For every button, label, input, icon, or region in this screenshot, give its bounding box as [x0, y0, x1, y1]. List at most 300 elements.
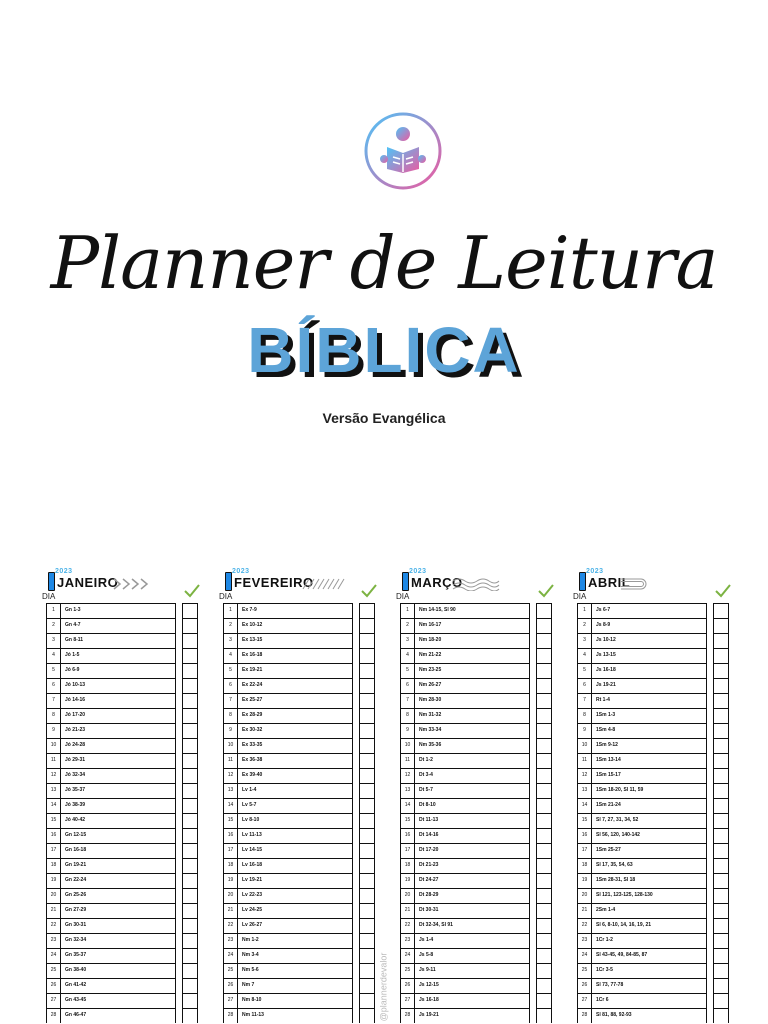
day-number: 1	[46, 603, 61, 618]
day-number: 11	[223, 753, 238, 768]
done-checkbox[interactable]	[359, 858, 375, 873]
day-number: 17	[400, 843, 415, 858]
reading-reference: Lv 22-23	[238, 888, 353, 903]
reading-reference: Gn 4-7	[61, 618, 176, 633]
reading-reference: Nm 28-30	[415, 693, 530, 708]
reading-reference: Js 9-11	[415, 963, 530, 978]
reading-reference: 1Sm 13-14	[592, 753, 707, 768]
day-number: 2	[577, 618, 592, 633]
reading-reference: Sl 7, 27, 31, 34, 52	[592, 813, 707, 828]
done-checkbox[interactable]	[359, 723, 375, 738]
month-name: JANEIRO	[57, 575, 119, 590]
done-checkbox[interactable]	[182, 948, 198, 963]
reading-reference: Jó 10-13	[61, 678, 176, 693]
day-number: 12	[223, 768, 238, 783]
reading-reference: Lv 24-25	[238, 903, 353, 918]
reading-reference: Gn 30-31	[61, 918, 176, 933]
reading-reference: Nm 11-13	[238, 1008, 353, 1023]
reading-reference: Dt 32-34, Sl 91	[415, 918, 530, 933]
done-checkbox[interactable]	[182, 768, 198, 783]
done-checkbox[interactable]	[182, 843, 198, 858]
reading-reference: Js 16-18	[592, 663, 707, 678]
done-checkbox[interactable]	[359, 738, 375, 753]
done-checkbox[interactable]	[182, 708, 198, 723]
done-checkbox[interactable]	[359, 693, 375, 708]
done-checkbox[interactable]	[359, 843, 375, 858]
done-checkbox[interactable]	[713, 888, 729, 903]
reading-reference: Dt 11-13	[415, 813, 530, 828]
done-checkbox[interactable]	[182, 723, 198, 738]
reading-reference: Ex 39-40	[238, 768, 353, 783]
done-checkbox[interactable]	[536, 843, 552, 858]
day-number: 9	[577, 723, 592, 738]
month-bar	[402, 572, 409, 591]
day-number: 21	[400, 903, 415, 918]
day-number: 12	[577, 768, 592, 783]
reading-reference: Gn 25-26	[61, 888, 176, 903]
done-checkbox[interactable]	[536, 1008, 552, 1023]
done-checkbox[interactable]	[182, 618, 198, 633]
month-year: 2023	[55, 568, 73, 575]
day-number: 5	[223, 663, 238, 678]
month-name: FEVEREIRO	[234, 575, 314, 590]
reading-reference: Js 8-9	[592, 618, 707, 633]
reading-reference: Dt 5-7	[415, 783, 530, 798]
day-number: 10	[577, 738, 592, 753]
done-checkbox[interactable]	[536, 828, 552, 843]
done-checkbox[interactable]	[182, 873, 198, 888]
reading-reference: Js 16-18	[415, 993, 530, 1008]
done-checkbox[interactable]	[359, 963, 375, 978]
reading-reference: Nm 35-36	[415, 738, 530, 753]
done-checkbox[interactable]	[359, 633, 375, 648]
checkmark-icon	[538, 584, 554, 598]
done-checkbox[interactable]	[536, 753, 552, 768]
reading-reference: Sl 73, 77-78	[592, 978, 707, 993]
done-checkbox[interactable]	[713, 708, 729, 723]
day-number: 26	[400, 978, 415, 993]
day-number: 13	[223, 783, 238, 798]
day-number: 17	[577, 843, 592, 858]
done-checkbox[interactable]	[713, 738, 729, 753]
day-number: 11	[400, 753, 415, 768]
reading-reference: Lv 26-27	[238, 918, 353, 933]
done-checkbox[interactable]	[182, 693, 198, 708]
reading-reference: Jó 14-16	[61, 693, 176, 708]
done-checkbox[interactable]	[713, 933, 729, 948]
reading-reference: Jó 21-23	[61, 723, 176, 738]
day-number: 19	[223, 873, 238, 888]
day-number: 24	[223, 948, 238, 963]
day-number: 3	[46, 633, 61, 648]
done-checkbox[interactable]	[359, 678, 375, 693]
day-number: 26	[46, 978, 61, 993]
day-number: 23	[46, 933, 61, 948]
done-checkbox[interactable]	[359, 618, 375, 633]
done-checkbox[interactable]	[359, 1008, 375, 1023]
reading-reference: Js 13-15	[592, 648, 707, 663]
reading-reference: 1Sm 18-20, Sl 11, 59	[592, 783, 707, 798]
day-number: 11	[577, 753, 592, 768]
reading-reference: Gn 1-3	[61, 603, 176, 618]
done-checkbox[interactable]	[536, 948, 552, 963]
day-number: 25	[577, 963, 592, 978]
reading-reference: 2Sm 1-4	[592, 903, 707, 918]
reading-reference: Ex 22-24	[238, 678, 353, 693]
reading-reference: Dt 28-29	[415, 888, 530, 903]
done-checkbox[interactable]	[536, 633, 552, 648]
day-number: 14	[46, 798, 61, 813]
done-checkbox[interactable]	[359, 813, 375, 828]
month-bar	[48, 572, 55, 591]
day-number: 5	[400, 663, 415, 678]
done-checkbox[interactable]	[359, 753, 375, 768]
reading-reference: Gn 41-42	[61, 978, 176, 993]
subtitle: Versão Evangélica	[322, 410, 446, 426]
done-checkbox[interactable]	[536, 708, 552, 723]
reading-reference: Gn 22-24	[61, 873, 176, 888]
reading-reference: Sl 17, 35, 54, 63	[592, 858, 707, 873]
day-number: 26	[223, 978, 238, 993]
done-checkbox[interactable]	[182, 633, 198, 648]
chevrons-decoration-icon	[112, 577, 152, 591]
done-checkbox[interactable]	[536, 603, 552, 618]
done-checkbox[interactable]	[536, 783, 552, 798]
reading-reference: Lv 19-21	[238, 873, 353, 888]
reading-reference: Ex 16-18	[238, 648, 353, 663]
done-checkbox[interactable]	[182, 963, 198, 978]
month-march	[396, 568, 562, 1018]
reading-reference: Nm 5-6	[238, 963, 353, 978]
reading-reference: Js 1-4	[415, 933, 530, 948]
month-year: 2023	[586, 568, 604, 575]
done-checkbox[interactable]	[359, 903, 375, 918]
day-number: 10	[223, 738, 238, 753]
reading-reference: 1Sm 1-3	[592, 708, 707, 723]
day-number: 6	[46, 678, 61, 693]
day-number: 24	[577, 948, 592, 963]
month-year: 2023	[232, 568, 250, 575]
day-number: 7	[400, 693, 415, 708]
done-checkbox[interactable]	[536, 663, 552, 678]
reading-reference: Dt 24-27	[415, 873, 530, 888]
month-name: MARÇO	[411, 575, 463, 590]
done-checkbox[interactable]	[713, 873, 729, 888]
done-checkbox[interactable]	[536, 858, 552, 873]
reading-reference: Rt 1-4	[592, 693, 707, 708]
done-checkbox[interactable]	[182, 918, 198, 933]
day-number: 21	[223, 903, 238, 918]
done-checkbox[interactable]	[359, 918, 375, 933]
day-number: 5	[46, 663, 61, 678]
reading-reference: Dt 8-10	[415, 798, 530, 813]
day-number: 5	[577, 663, 592, 678]
day-label: DIA	[42, 592, 56, 601]
reading-reference: Nm 18-20	[415, 633, 530, 648]
done-checkbox[interactable]	[359, 993, 375, 1008]
day-number: 9	[46, 723, 61, 738]
done-checkbox[interactable]	[536, 768, 552, 783]
done-checkbox[interactable]	[713, 843, 729, 858]
reading-reference: Js 6-7	[592, 603, 707, 618]
day-number: 4	[400, 648, 415, 663]
done-checkbox[interactable]	[359, 828, 375, 843]
day-number: 20	[400, 888, 415, 903]
done-checkbox[interactable]	[182, 978, 198, 993]
day-number: 4	[223, 648, 238, 663]
reading-reference: 1Cr 3-5	[592, 963, 707, 978]
done-checkbox[interactable]	[713, 603, 729, 618]
done-checkbox[interactable]	[713, 693, 729, 708]
reading-reference: Jó 1-5	[61, 648, 176, 663]
reading-reference: Ex 36-38	[238, 753, 353, 768]
done-checkbox[interactable]	[182, 678, 198, 693]
day-number: 8	[577, 708, 592, 723]
reading-reference: Jó 35-37	[61, 783, 176, 798]
reading-reference: Dt 1-2	[415, 753, 530, 768]
day-number: 19	[46, 873, 61, 888]
month-year: 2023	[409, 568, 427, 575]
day-number: 1	[577, 603, 592, 618]
done-checkbox[interactable]	[359, 768, 375, 783]
done-checkbox[interactable]	[182, 828, 198, 843]
done-checkbox[interactable]	[359, 798, 375, 813]
done-checkbox[interactable]	[713, 813, 729, 828]
done-checkbox[interactable]	[713, 948, 729, 963]
done-checkbox[interactable]	[182, 993, 198, 1008]
done-checkbox[interactable]	[182, 813, 198, 828]
reading-reference: Nm 21-22	[415, 648, 530, 663]
reading-reference: Sl 121, 123-125, 128-130	[592, 888, 707, 903]
done-checkbox[interactable]	[536, 978, 552, 993]
day-number: 17	[223, 843, 238, 858]
day-number: 2	[46, 618, 61, 633]
done-checkbox[interactable]	[713, 633, 729, 648]
done-checkbox[interactable]	[182, 903, 198, 918]
done-checkbox[interactable]	[713, 618, 729, 633]
day-number: 22	[223, 918, 238, 933]
done-checkbox[interactable]	[536, 903, 552, 918]
done-checkbox[interactable]	[536, 888, 552, 903]
reading-reference: Ex 19-21	[238, 663, 353, 678]
done-checkbox[interactable]	[359, 948, 375, 963]
reading-reference: Jó 40-42	[61, 813, 176, 828]
done-checkbox[interactable]	[713, 903, 729, 918]
day-number: 14	[223, 798, 238, 813]
done-checkbox[interactable]	[713, 648, 729, 663]
day-number: 23	[577, 933, 592, 948]
day-number: 13	[577, 783, 592, 798]
day-number: 3	[223, 633, 238, 648]
done-checkbox[interactable]	[713, 678, 729, 693]
done-checkbox[interactable]	[713, 663, 729, 678]
reading-reference: Gn 38-40	[61, 963, 176, 978]
day-label: DIA	[573, 592, 587, 601]
done-checkbox[interactable]	[536, 723, 552, 738]
reading-reference: Nm 14-15, Sl 90	[415, 603, 530, 618]
day-number: 24	[46, 948, 61, 963]
reading-reference: Dt 3-4	[415, 768, 530, 783]
day-number: 18	[223, 858, 238, 873]
done-checkbox[interactable]	[536, 618, 552, 633]
done-checkbox[interactable]	[536, 738, 552, 753]
month-bar	[579, 572, 586, 591]
reading-reference: Jó 6-9	[61, 663, 176, 678]
reading-reference: Js 19-21	[592, 678, 707, 693]
done-checkbox[interactable]	[182, 888, 198, 903]
day-number: 15	[46, 813, 61, 828]
reading-reference: Jó 38-39	[61, 798, 176, 813]
done-checkbox[interactable]	[536, 648, 552, 663]
reading-reference: Ex 25-27	[238, 693, 353, 708]
month-april	[573, 568, 739, 1018]
day-number: 16	[577, 828, 592, 843]
reading-reference: Nm 3-4	[238, 948, 353, 963]
reading-reference: Nm 31-32	[415, 708, 530, 723]
reading-reference: Lv 14-15	[238, 843, 353, 858]
reading-reference: 1Sm 9-12	[592, 738, 707, 753]
reading-reference: Lv 5-7	[238, 798, 353, 813]
done-checkbox[interactable]	[359, 888, 375, 903]
day-number: 27	[46, 993, 61, 1008]
done-checkbox[interactable]	[182, 1008, 198, 1023]
reading-reference: Ex 28-29	[238, 708, 353, 723]
done-checkbox[interactable]	[182, 933, 198, 948]
day-number: 15	[400, 813, 415, 828]
done-checkbox[interactable]	[359, 708, 375, 723]
done-checkbox[interactable]	[182, 798, 198, 813]
day-number: 2	[400, 618, 415, 633]
done-checkbox[interactable]	[536, 963, 552, 978]
done-checkbox[interactable]	[713, 858, 729, 873]
day-number: 1	[223, 603, 238, 618]
reading-reference: Sl 81, 88, 92-93	[592, 1008, 707, 1023]
day-number: 27	[400, 993, 415, 1008]
day-number: 28	[400, 1008, 415, 1023]
day-number: 24	[400, 948, 415, 963]
done-checkbox[interactable]	[713, 993, 729, 1008]
month-january	[42, 568, 208, 1018]
reading-reference: Dt 17-20	[415, 843, 530, 858]
day-label: DIA	[396, 592, 410, 601]
done-checkbox[interactable]	[182, 738, 198, 753]
done-checkbox[interactable]	[359, 933, 375, 948]
checkmark-icon	[715, 584, 731, 598]
done-checkbox[interactable]	[536, 813, 552, 828]
done-checkbox[interactable]	[359, 783, 375, 798]
done-checkbox[interactable]	[713, 783, 729, 798]
reading-reference: Nm 16-17	[415, 618, 530, 633]
done-checkbox[interactable]	[536, 693, 552, 708]
done-checkbox[interactable]	[536, 678, 552, 693]
done-checkbox[interactable]	[713, 1008, 729, 1023]
reading-reference: Dt 14-16	[415, 828, 530, 843]
day-number: 17	[46, 843, 61, 858]
day-number: 3	[400, 633, 415, 648]
reading-reference: Ex 33-35	[238, 738, 353, 753]
day-number: 7	[223, 693, 238, 708]
done-checkbox[interactable]	[713, 978, 729, 993]
done-checkbox[interactable]	[713, 723, 729, 738]
done-checkbox[interactable]	[359, 648, 375, 663]
reading-reference: Ex 10-12	[238, 618, 353, 633]
checkmark-icon	[361, 584, 377, 598]
reading-reference: Gn 35-37	[61, 948, 176, 963]
day-number: 16	[46, 828, 61, 843]
reading-reference: Gn 27-29	[61, 903, 176, 918]
reading-reference: Lv 8-10	[238, 813, 353, 828]
reading-reference: Jó 29-31	[61, 753, 176, 768]
done-checkbox[interactable]	[182, 648, 198, 663]
reading-reference: Gn 19-21	[61, 858, 176, 873]
checkmark-icon	[184, 584, 200, 598]
reading-reference: Jó 32-34	[61, 768, 176, 783]
day-number: 18	[577, 858, 592, 873]
reading-reference: Jó 24-28	[61, 738, 176, 753]
day-number: 25	[46, 963, 61, 978]
done-checkbox[interactable]	[536, 873, 552, 888]
month-bar	[225, 572, 232, 591]
done-checkbox[interactable]	[182, 663, 198, 678]
done-checkbox[interactable]	[182, 858, 198, 873]
done-checkbox[interactable]	[359, 603, 375, 618]
watermark	[379, 952, 391, 1024]
day-number: 25	[400, 963, 415, 978]
day-number: 18	[46, 858, 61, 873]
month-name: ABRIL	[588, 575, 631, 590]
done-checkbox[interactable]	[182, 753, 198, 768]
reading-reference: Gn 8-11	[61, 633, 176, 648]
day-number: 23	[223, 933, 238, 948]
day-number: 7	[577, 693, 592, 708]
reading-reference: Nm 26-27	[415, 678, 530, 693]
day-number: 16	[223, 828, 238, 843]
done-checkbox[interactable]	[713, 753, 729, 768]
day-number: 18	[400, 858, 415, 873]
day-number: 7	[46, 693, 61, 708]
done-checkbox[interactable]	[359, 873, 375, 888]
reading-reference: Nm 1-2	[238, 933, 353, 948]
arcs-decoration-icon	[617, 577, 657, 591]
day-number: 3	[577, 633, 592, 648]
done-checkbox[interactable]	[182, 603, 198, 618]
done-checkbox[interactable]	[536, 918, 552, 933]
done-checkbox[interactable]	[359, 978, 375, 993]
reading-reference: Dt 21-23	[415, 858, 530, 873]
reading-reference: Sl 6, 8-10, 14, 16, 19, 21	[592, 918, 707, 933]
day-number: 28	[223, 1008, 238, 1023]
done-checkbox[interactable]	[359, 663, 375, 678]
reading-reference: Sl 56, 120, 140-142	[592, 828, 707, 843]
done-checkbox[interactable]	[182, 783, 198, 798]
reading-reference: Dt 30-31	[415, 903, 530, 918]
done-checkbox[interactable]	[536, 933, 552, 948]
reading-reference: 1Sm 25-27	[592, 843, 707, 858]
day-number: 15	[577, 813, 592, 828]
done-checkbox[interactable]	[536, 993, 552, 1008]
done-checkbox[interactable]	[713, 918, 729, 933]
done-checkbox[interactable]	[536, 798, 552, 813]
done-checkbox[interactable]	[713, 768, 729, 783]
day-number: 8	[223, 708, 238, 723]
done-checkbox[interactable]	[713, 963, 729, 978]
day-number: 11	[46, 753, 61, 768]
day-number: 21	[46, 903, 61, 918]
done-checkbox[interactable]	[713, 798, 729, 813]
day-number: 27	[223, 993, 238, 1008]
reading-reference: Gn 46-47	[61, 1008, 176, 1023]
done-checkbox[interactable]	[713, 828, 729, 843]
